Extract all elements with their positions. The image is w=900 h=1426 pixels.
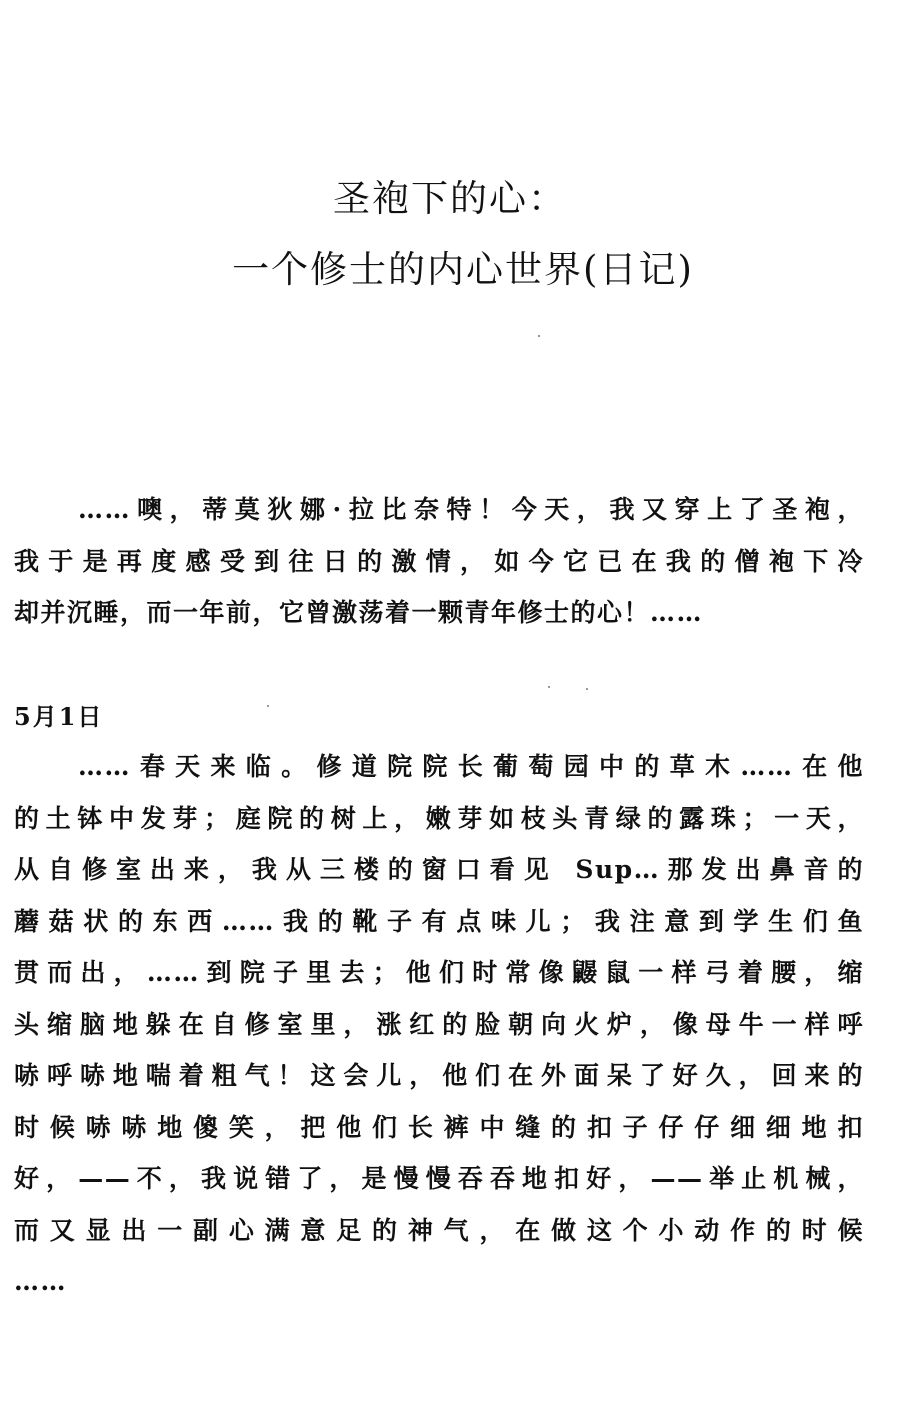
entry-line: 的土钵中发芽；庭院的树上，嫩芽如枝头青绿的露珠；一天， [14, 803, 864, 833]
entry-line: 头缩脑地躲在自修室里，涨红的脸朝向火炉，像母牛一样呼 [14, 1009, 864, 1039]
scan-speck [586, 688, 588, 690]
intro-line: 却并沉睡，而一年前，它曾激荡着一颗青年修士的心！…… [14, 598, 704, 627]
entry-line: 蘑菇状的东西……我的靴子有点味儿；我注意到学生们鱼 [14, 906, 864, 936]
entry-line: 贯而出，……到院子里去；他们时常像鼹鼠一样弓着腰，缩 [14, 958, 864, 987]
entry-line: 时候哧哧地傻笑，把他们长裤中缝的扣子仔仔细细地扣 [14, 1112, 864, 1142]
scan-speck [548, 686, 550, 688]
entry-line: …… [14, 1267, 67, 1296]
scan-speck [267, 705, 269, 707]
chapter-title [0, 175, 900, 317]
title-line-2: 一个修士的内心世界(日记) [232, 248, 694, 291]
entry-line: 从自修室出来，我从三楼的窗口看见 Sup…那发出鼻音的 [14, 855, 864, 884]
entry-line: ……春天来临。修道院院长葡萄园中的草木……在他 [78, 752, 864, 781]
intro-line: ……噢，蒂莫狄娜·拉比奈特！今天，我又穿上了圣袍， [78, 495, 864, 524]
intro-line: 我于是再度感受到往日的激情，如今它已在我的僧袍下冷 [14, 546, 864, 576]
scan-speck [538, 335, 540, 337]
diary-date: 5月1日 [14, 702, 104, 731]
entry-line: 而又显出一副心满意足的神气，在做这个小动作的时候 [14, 1215, 864, 1245]
title-line-1: 圣袍下的心： [333, 177, 567, 220]
entry-line: 好，——不，我说错了，是慢慢吞吞地扣好，——举止机械， [14, 1164, 864, 1193]
entry-line: 哧呼哧地喘着粗气！这会儿，他们在外面呆了好久，回来的 [14, 1061, 864, 1090]
intro-paragraph [14, 484, 864, 639]
diary-entry-paragraph [14, 741, 864, 1308]
